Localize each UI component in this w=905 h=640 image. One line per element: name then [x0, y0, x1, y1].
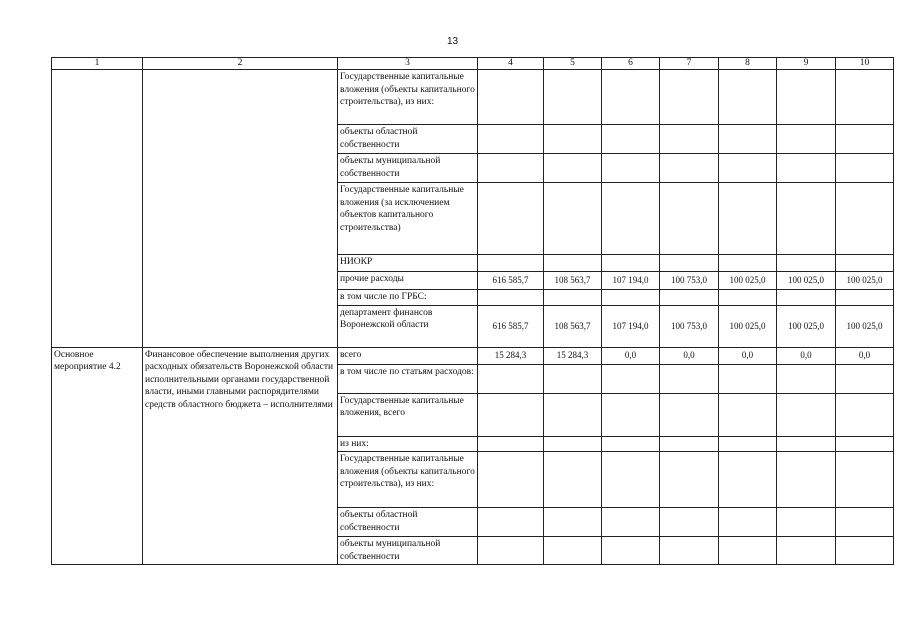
value-cell — [544, 508, 602, 537]
value-cell: 107 194,0 — [602, 272, 660, 290]
value-cell: 108 563,7 — [544, 305, 602, 347]
value-cell — [836, 436, 894, 452]
value-cell — [660, 508, 719, 537]
value-cell — [660, 537, 719, 565]
row-label: объекты муниципальной собственности — [338, 154, 478, 183]
value-cell — [719, 537, 777, 565]
value-cell: 15 284,3 — [544, 347, 602, 364]
value-cell — [660, 154, 719, 183]
value-cell — [478, 452, 544, 508]
value-cell — [602, 154, 660, 183]
row-label: Государственные капитальные вложения (за исключением объектов капитального строительства) — [338, 183, 478, 255]
value-cell — [478, 255, 544, 272]
value-cell — [544, 183, 602, 255]
value-cell — [544, 70, 602, 125]
empty-name-cell — [143, 70, 338, 348]
value-cell — [719, 364, 777, 393]
column-header: 2 — [143, 58, 338, 70]
value-cell — [602, 125, 660, 154]
row-label: прочие расходы — [338, 272, 478, 290]
measure-name: Финансовое обеспечение выполнения других расходных обязательств Воронежской области исполнительными органами государственной власти, иными главными распорядителями средств областного бюджета – исполнителями — [143, 347, 338, 565]
value-cell — [660, 393, 719, 436]
value-cell — [777, 436, 836, 452]
budget-table — [51, 57, 894, 565]
column-header: 8 — [719, 58, 777, 70]
value-cell: 108 563,7 — [544, 272, 602, 290]
column-header: 3 — [338, 58, 478, 70]
row-label: из них: — [338, 436, 478, 452]
value-cell — [602, 452, 660, 508]
value-cell — [777, 255, 836, 272]
value-cell — [719, 255, 777, 272]
value-cell — [602, 436, 660, 452]
table-row — [52, 70, 894, 125]
value-cell — [719, 393, 777, 436]
value-cell — [602, 508, 660, 537]
value-cell — [719, 436, 777, 452]
value-cell — [478, 364, 544, 393]
value-cell — [660, 290, 719, 306]
table-row — [52, 347, 894, 364]
value-cell: 100 753,0 — [660, 272, 719, 290]
value-cell — [836, 70, 894, 125]
value-cell — [660, 436, 719, 452]
column-header: 4 — [478, 58, 544, 70]
value-cell: 0,0 — [602, 347, 660, 364]
value-cell — [777, 452, 836, 508]
value-cell — [719, 70, 777, 125]
value-cell — [544, 436, 602, 452]
row-label: Государственные капитальные вложения (объекты капитального строительства), из них: — [338, 452, 478, 508]
value-cell — [836, 393, 894, 436]
value-cell — [478, 125, 544, 154]
value-cell: 0,0 — [777, 347, 836, 364]
row-label: Государственные капитальные вложения (объекты капитального строительства), из них: — [338, 70, 478, 125]
value-cell — [660, 70, 719, 125]
value-cell — [836, 508, 894, 537]
value-cell: 100 025,0 — [719, 305, 777, 347]
value-cell — [836, 125, 894, 154]
empty-type-cell — [52, 70, 143, 348]
row-label: НИОКР — [338, 255, 478, 272]
value-cell: 100 753,0 — [660, 305, 719, 347]
column-header: 5 — [544, 58, 602, 70]
value-cell — [836, 255, 894, 272]
value-cell — [719, 508, 777, 537]
value-cell — [544, 255, 602, 272]
value-cell: 15 284,3 — [478, 347, 544, 364]
value-cell: 100 025,0 — [777, 305, 836, 347]
value-cell: 0,0 — [836, 347, 894, 364]
value-cell — [777, 537, 836, 565]
value-cell — [478, 537, 544, 565]
value-cell — [777, 183, 836, 255]
value-cell — [719, 125, 777, 154]
value-cell: 616 585,7 — [478, 305, 544, 347]
value-cell — [544, 364, 602, 393]
value-cell: 0,0 — [719, 347, 777, 364]
value-cell — [836, 154, 894, 183]
row-label: объекты областной собственности — [338, 125, 478, 154]
value-cell — [478, 436, 544, 452]
measure-type: Основное мероприятие 4.2 — [52, 347, 143, 565]
value-cell — [602, 290, 660, 306]
value-cell — [660, 255, 719, 272]
value-cell — [836, 364, 894, 393]
value-cell — [478, 290, 544, 306]
value-cell — [602, 183, 660, 255]
value-cell: 0,0 — [660, 347, 719, 364]
value-cell: 107 194,0 — [602, 305, 660, 347]
value-cell — [777, 393, 836, 436]
value-cell — [836, 537, 894, 565]
row-label: всего — [338, 347, 478, 364]
value-cell — [719, 452, 777, 508]
value-cell — [602, 364, 660, 393]
value-cell — [602, 70, 660, 125]
value-cell — [544, 537, 602, 565]
value-cell — [660, 125, 719, 154]
value-cell — [777, 290, 836, 306]
row-label: объекты областной собственности — [338, 508, 478, 537]
value-cell — [544, 125, 602, 154]
value-cell — [836, 452, 894, 508]
column-number-row — [52, 58, 894, 70]
value-cell — [602, 537, 660, 565]
value-cell — [777, 364, 836, 393]
value-cell — [478, 183, 544, 255]
value-cell — [719, 290, 777, 306]
value-cell — [544, 290, 602, 306]
value-cell — [836, 183, 894, 255]
column-header: 10 — [836, 58, 894, 70]
value-cell — [478, 393, 544, 436]
value-cell: 100 025,0 — [777, 272, 836, 290]
value-cell: 100 025,0 — [836, 305, 894, 347]
value-cell — [478, 154, 544, 183]
value-cell — [836, 290, 894, 306]
value-cell — [544, 452, 602, 508]
value-cell — [544, 154, 602, 183]
value-cell — [660, 183, 719, 255]
value-cell — [602, 255, 660, 272]
row-label: в том числе по статьям расходов: — [338, 364, 478, 393]
value-cell — [478, 508, 544, 537]
column-header: 9 — [777, 58, 836, 70]
value-cell — [478, 70, 544, 125]
column-header: 7 — [660, 58, 719, 70]
value-cell — [777, 154, 836, 183]
value-cell — [777, 125, 836, 154]
value-cell: 100 025,0 — [836, 272, 894, 290]
column-header: 1 — [52, 58, 143, 70]
value-cell — [777, 70, 836, 125]
column-header: 6 — [602, 58, 660, 70]
page-number: 13 — [446, 36, 459, 47]
value-cell — [660, 452, 719, 508]
value-cell — [719, 154, 777, 183]
value-cell — [544, 393, 602, 436]
value-cell — [602, 393, 660, 436]
row-label: департамент финансов Воронежской области — [338, 305, 478, 347]
value-cell — [719, 183, 777, 255]
row-label: объекты муниципальной собственности — [338, 537, 478, 565]
row-label: в том числе по ГРБС: — [338, 290, 478, 306]
value-cell: 616 585,7 — [478, 272, 544, 290]
value-cell — [660, 364, 719, 393]
value-cell: 100 025,0 — [719, 272, 777, 290]
row-label: Государственные капитальные вложения, всего — [338, 393, 478, 436]
value-cell — [777, 508, 836, 537]
